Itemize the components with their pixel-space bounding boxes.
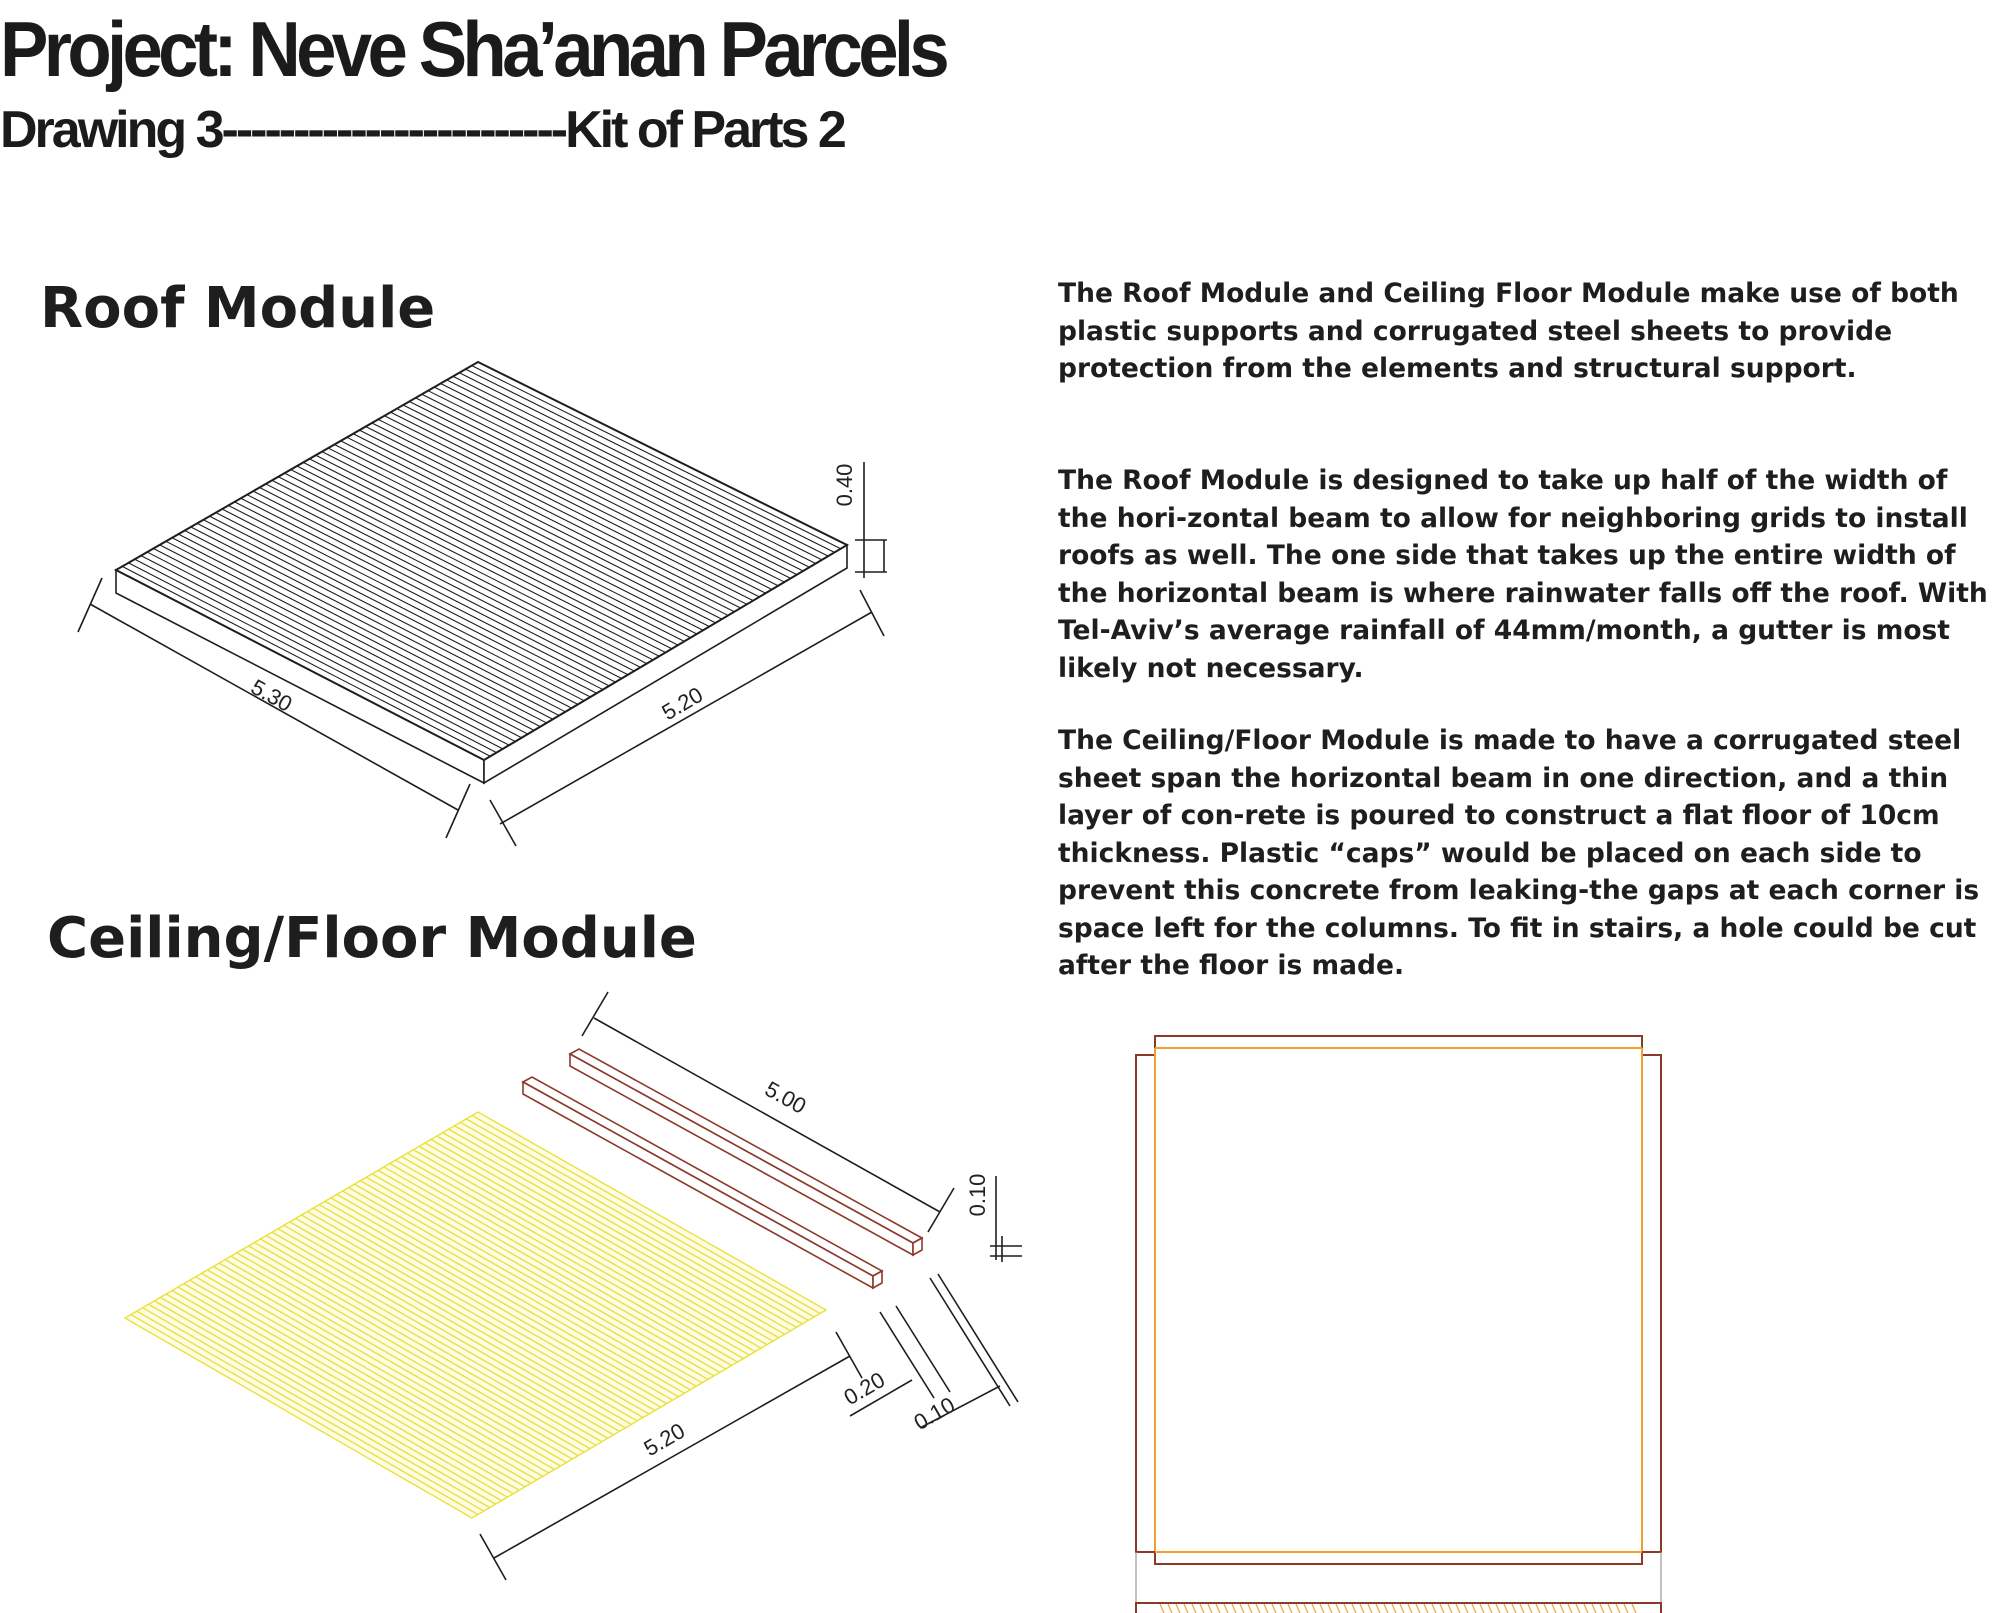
cap-height-label: 0.10 [965,1173,990,1217]
description-paragraph-2: The Roof Module is designed to take up half of the width of the hori-zontal beam to allow for neighboring grids to install roofs as well. The one side that takes up the entire width of the horizontal beam is where rainwater falls off the roof. With Tel-Aviv’s average rainfall of 44mm/month, a gutter is most likely not necessary. [1058,465,1988,684]
plan-ridge-tick [1392,1604,1396,1613]
plan-ridge-tick [1520,1604,1524,1613]
plan-ridge-tick [1224,1604,1228,1613]
roof-dim-height [855,462,887,578]
plan-ridge-tick [1336,1604,1340,1613]
plan-ridge-tick [1624,1604,1628,1613]
plan-ridge-tick [1296,1604,1300,1613]
plan-ridge-tick [1600,1604,1604,1613]
roof-top-face [116,362,847,760]
plan-ridge-tick [1456,1604,1460,1613]
plan-ridge-tick [1416,1604,1420,1613]
plan-ridge-tick [1544,1604,1548,1613]
plan-ridge-tick [1464,1604,1468,1613]
plan-ridge-tick [1448,1604,1452,1613]
plan-ridge-tick [1320,1604,1324,1613]
plan-ridge-tick [1424,1604,1428,1613]
plan-cap-top [1155,1036,1642,1048]
plan-ridge-tick [1256,1604,1260,1613]
plan-ridge-tick [1472,1604,1476,1613]
ceiling-floor-plan-view [1136,1036,1661,1613]
plan-ridge-tick [1216,1604,1220,1613]
sheet-width-label: 5.20 [639,1417,690,1462]
plan-ridge-tick [1264,1604,1268,1613]
plan-ridge-tick [1576,1604,1580,1613]
plan-ridge-tick [1480,1604,1484,1613]
plan-ridge-tick [1488,1604,1492,1613]
plan-ridge-tick [1352,1604,1356,1613]
plan-ridge-tick [1528,1604,1532,1613]
plan-ridge-tick [1440,1604,1444,1613]
drawing-subtitle: Drawing 3------------------------Kit of Parts 2 [0,101,844,159]
plan-ridge-tick [1512,1604,1516,1613]
plan-ridge-tick [1200,1604,1204,1613]
plan-ridge-tick [1248,1604,1252,1613]
plan-ridge-tick [1368,1604,1372,1613]
plan-ridge-tick [1232,1604,1236,1613]
plan-next-cap [1136,1603,1661,1613]
roof-width-label: 5.20 [657,681,708,726]
plan-ridge-tick [1288,1604,1292,1613]
roof-length-label: 5.30 [246,674,297,717]
plan-cap-left [1136,1055,1155,1552]
plan-ridge-tick [1400,1604,1404,1613]
plan-ridge-tick [1176,1604,1180,1613]
roof-module-drawing [78,362,887,846]
plan-ridge-tick [1184,1604,1188,1613]
plan-ridge-tick [1560,1604,1564,1613]
plan-ridge-tick [1168,1604,1172,1613]
plan-cap-right [1642,1055,1661,1552]
plan-ridge-tick [1432,1604,1436,1613]
plan-ridge-tick [1208,1604,1212,1613]
cap-length-label: 5.00 [760,1076,811,1119]
plan-ridge-tick [1160,1604,1164,1613]
plan-ridge-tick [1632,1604,1636,1613]
cap-width-label: 0.10 [909,1391,960,1436]
plan-ridge-tick [1360,1604,1364,1613]
corrugated-steel-sheet [125,1112,826,1518]
roof-height-label: 0.40 [832,463,857,507]
roof-module-heading: Roof Module [40,276,436,341]
description-paragraph-3: The Ceiling/Floor Module is made to have a corrugated steel sheet span the horizontal beam in one direction, and a thin layer of con-rete is poured to construct a flat floor of 10cm thickness. Plastic “caps” would be placed on each side to prevent this concrete from leaking-the gaps at each corner is space left for the columns. To fit in stairs, a hole could be cut after the floor is made. [1058,725,1980,981]
plan-ridge-tick [1616,1604,1620,1613]
ceiling-floor-module-heading: Ceiling/Floor Module [47,906,697,971]
plan-ridge-tick [1568,1604,1572,1613]
plan-ridge-tick [1504,1604,1508,1613]
plan-ridge-tick [1280,1604,1284,1613]
plan-ridge-tick [1608,1604,1612,1613]
plan-ridge-tick [1384,1604,1388,1613]
plan-ridge-tick [1304,1604,1308,1613]
plan-ridge-tick [1376,1604,1380,1613]
plan-ridge-tick [1536,1604,1540,1613]
plan-ridge-tick [1344,1604,1348,1613]
plan-ridge-tick [1312,1604,1316,1613]
plan-ridge-tick [1272,1604,1276,1613]
plan-ridge-tick [1552,1604,1556,1613]
plan-ridge-tick [1408,1604,1412,1613]
plan-ridge-tick [1584,1604,1588,1613]
plan-ridge-tick [1192,1604,1196,1613]
plan-ridge-tick [1496,1604,1500,1613]
gap-width-label: 0.20 [839,1366,890,1411]
plan-cap-bottom [1155,1552,1642,1564]
plan-ridge-tick [1328,1604,1332,1613]
plan-ridge-tick [1592,1604,1596,1613]
description-paragraph-1: The Roof Module and Ceiling Floor Module make use of both plastic supports and corrugated steel sheets to provide protection from the elements and structural support. [1058,278,1959,384]
plan-ridge-tick [1240,1604,1244,1613]
drawing-title: Project: Neve Sha’anan Parcels [0,5,946,93]
